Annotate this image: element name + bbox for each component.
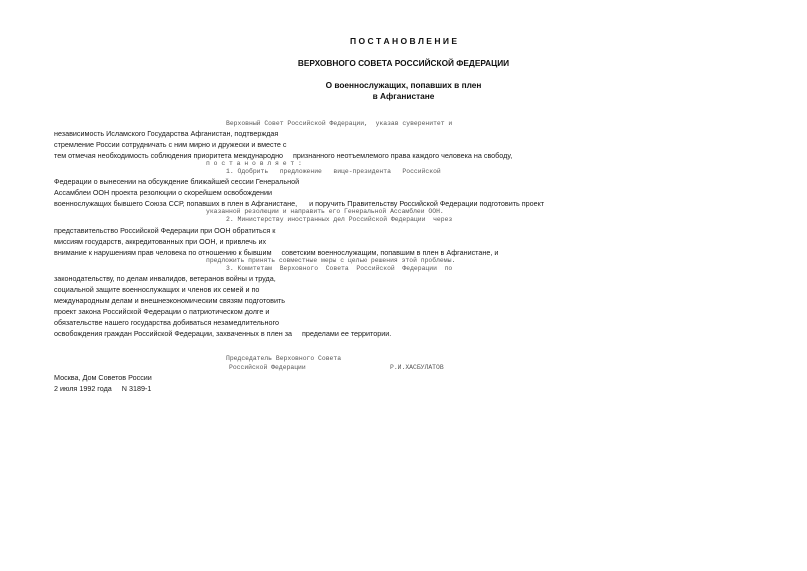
- body-line: миссиям государств, аккредитованных при ООН, и привлечь их: [54, 237, 267, 246]
- body-line: стремление России сотрудничать с ним мирно и дружески и вместе с: [54, 140, 287, 149]
- signatory-position: Председатель Верховного Совета: [226, 355, 342, 362]
- document-title: П О С Т А Н О В Л Е Н И Е: [350, 36, 457, 46]
- subject-line-2: в Афганистане: [372, 91, 435, 101]
- body-line: военнослужащих бывшего Союза ССР, попавших в плен в Афганистане, и поручить Правительству Российской Федерации подготовить проект: [54, 199, 545, 208]
- date-and-number: 2 июля 1992 года N 3189-1: [54, 384, 152, 393]
- body-line: тем отмечая необходимость соблюдения приоритета международно признанного неотъемлемого права каждого человека на свободу,: [54, 151, 513, 160]
- body-line: законодательству, по делам инвалидов, ветеранов войны и труда,: [54, 274, 276, 283]
- body-line: проект закона Российской Федерации о патриотическом долге и: [54, 307, 270, 316]
- body-line: 3. Комитетам Верховного Совета Российской Федерации по: [226, 265, 453, 272]
- signatory-name: Р.И.ХАСБУЛАТОВ: [390, 364, 444, 371]
- body-line: социальной защите военнослужащих и членов их семей и по: [54, 285, 260, 294]
- body-line: Верховный Совет Российской Федерации, указав суверенитет и: [226, 120, 453, 127]
- body-line: внимание к нарушениям прав человека по отношению к бывшим советским военнослужащим, попавшим в плен в Афганистане, и: [54, 248, 499, 257]
- place-of-adoption: Москва, Дом Советов России: [54, 373, 152, 382]
- body-line: п о с т а н о в л я е т :: [206, 160, 302, 167]
- body-line: Федерации о вынесении на обсуждение ближайшей сессии Генеральной: [54, 177, 300, 186]
- body-line: освобождения граждан Российской Федерации, захваченных в плен за пределами ее территории.: [54, 329, 392, 338]
- body-line: указанной резолюции и направить его Генеральной Ассамблеи ООН.: [206, 208, 444, 215]
- issuing-body: ВЕРХОВНОГО СОВЕТА РОССИЙСКОЙ ФЕДЕРАЦИИ: [297, 58, 510, 68]
- body-line: независимость Исламского Государства Афганистан, подтверждая: [54, 129, 279, 138]
- body-line: Ассамблеи ООН проекта резолюции о скорейшем освобождении: [54, 188, 273, 197]
- body-line: международным делам и внешнеэкономическим связям подготовить: [54, 296, 286, 305]
- body-line: 2. Министерству иностранных дел Российской Федерации через: [226, 216, 453, 223]
- body-line: 1. Одобрить предложение вице-президента Российской: [226, 168, 441, 175]
- signatory-position: Российской Федерации: [229, 364, 306, 371]
- body-line: обязательстве нашего государства добиваться незамедлительного: [54, 318, 279, 327]
- body-line: представительство Российской Федерации при ООН обратиться к: [54, 226, 276, 235]
- body-line: предложить принять совместные меры с целью решения этой проблемы.: [206, 257, 456, 264]
- subject-line-1: О военнослужащих, попавших в плен: [325, 80, 482, 90]
